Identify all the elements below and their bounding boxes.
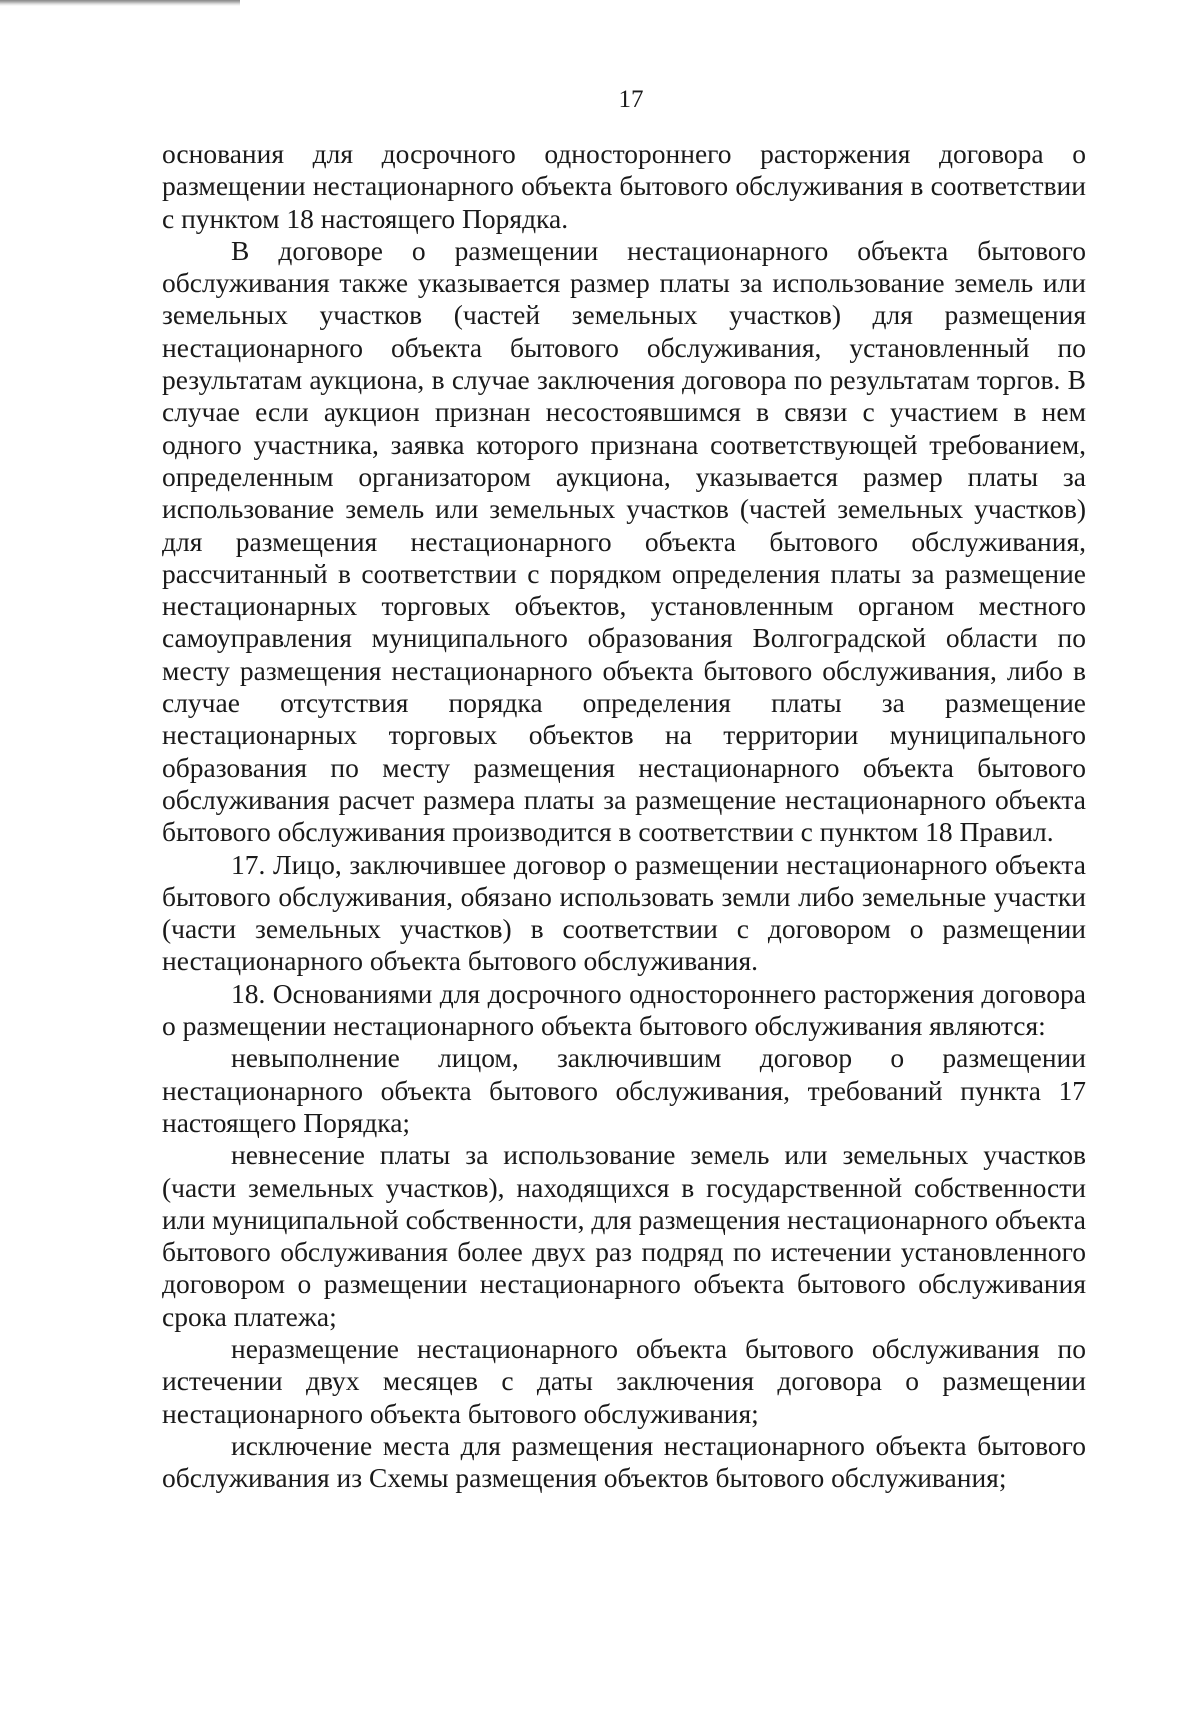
paragraph-item-17: 17. Лицо, заключившее договор о размещении нестационарного объекта бытового обслуживания, обязано использовать земли либо земельные участки (части земельных участков) в соответствии с договором о размещении нестационарного объекта бытового обслуживания. [162,848,1086,977]
list-item-nonpayment: невнесение платы за использование земель или земельных участков (части земельных участков), находящихся в государственной собственности или муниципальной собственности, для размещения нестационарного объекта бытового обслуживания более двух раз подряд по истечении установленного договором о размещении нестационарного объекта бытового обслуживания срока платежа; [162,1139,1086,1332]
list-item-nonfulfillment: невыполнение лицом, заключившим договор о размещении нестационарного объекта бытового обслуживания, требований пункта 17 настоящего Порядка; [162,1042,1086,1138]
paragraph-contract-fee: В договоре о размещении нестационарного объекта бытового обслуживания также указывается размер платы за использование земель или земельных участков (частей земельных участков) для размещения нестационарного объекта бытового обслуживания, установленный по результатам аукциона, в случае заключения договора по результатам торгов. В случае если аукцион признан несостоявшимся в связи с участием в нем одного участника, заявка которого признана соответствующей требованием, определенным организатором аукциона, указывается размер платы за использование земель или земельных участков (частей земельных участков) для размещения нестационарного объекта бытового обслуживания, рассчитанный в соответствии с порядком определения платы за размещение нестационарных торговых объектов, установленным органом местного самоуправления муниципального образования Волгоградской области по месту размещения нестационарного объекта бытового обслуживания, либо в случае отсутствия порядка определения платы за размещение нестационарных торговых объектов на территории муниципального образования по месту размещения нестационарного объекта бытового обслуживания расчет размера платы за размещение нестационарного объекта бытового обслуживания производится в соответствии с пунктом 18 Правил. [162,234,1086,848]
paragraph-continuation: основания для досрочного одностороннего расторжения договора о размещении нестационарного объекта бытового обслуживания в соответствии с пунктом 18 настоящего Порядка. [162,138,1086,234]
list-item-exclusion: исключение места для размещения нестационарного объекта бытового обслуживания из Схемы размещения объектов бытового обслуживания; [162,1429,1086,1494]
page-number: 17 [618,86,644,113]
scan-edge-artifact [0,0,240,6]
document-body [162,138,1086,1494]
list-item-nonplacement: неразмещение нестационарного объекта бытового обслуживания по истечении двух месяцев с даты заключения договора о размещении нестационарного объекта бытового обслуживания; [162,1332,1086,1429]
paragraph-item-18: 18. Основаниями для досрочного одностороннего расторжения договора о размещении нестационарного объекта бытового обслуживания являются: [162,977,1086,1042]
